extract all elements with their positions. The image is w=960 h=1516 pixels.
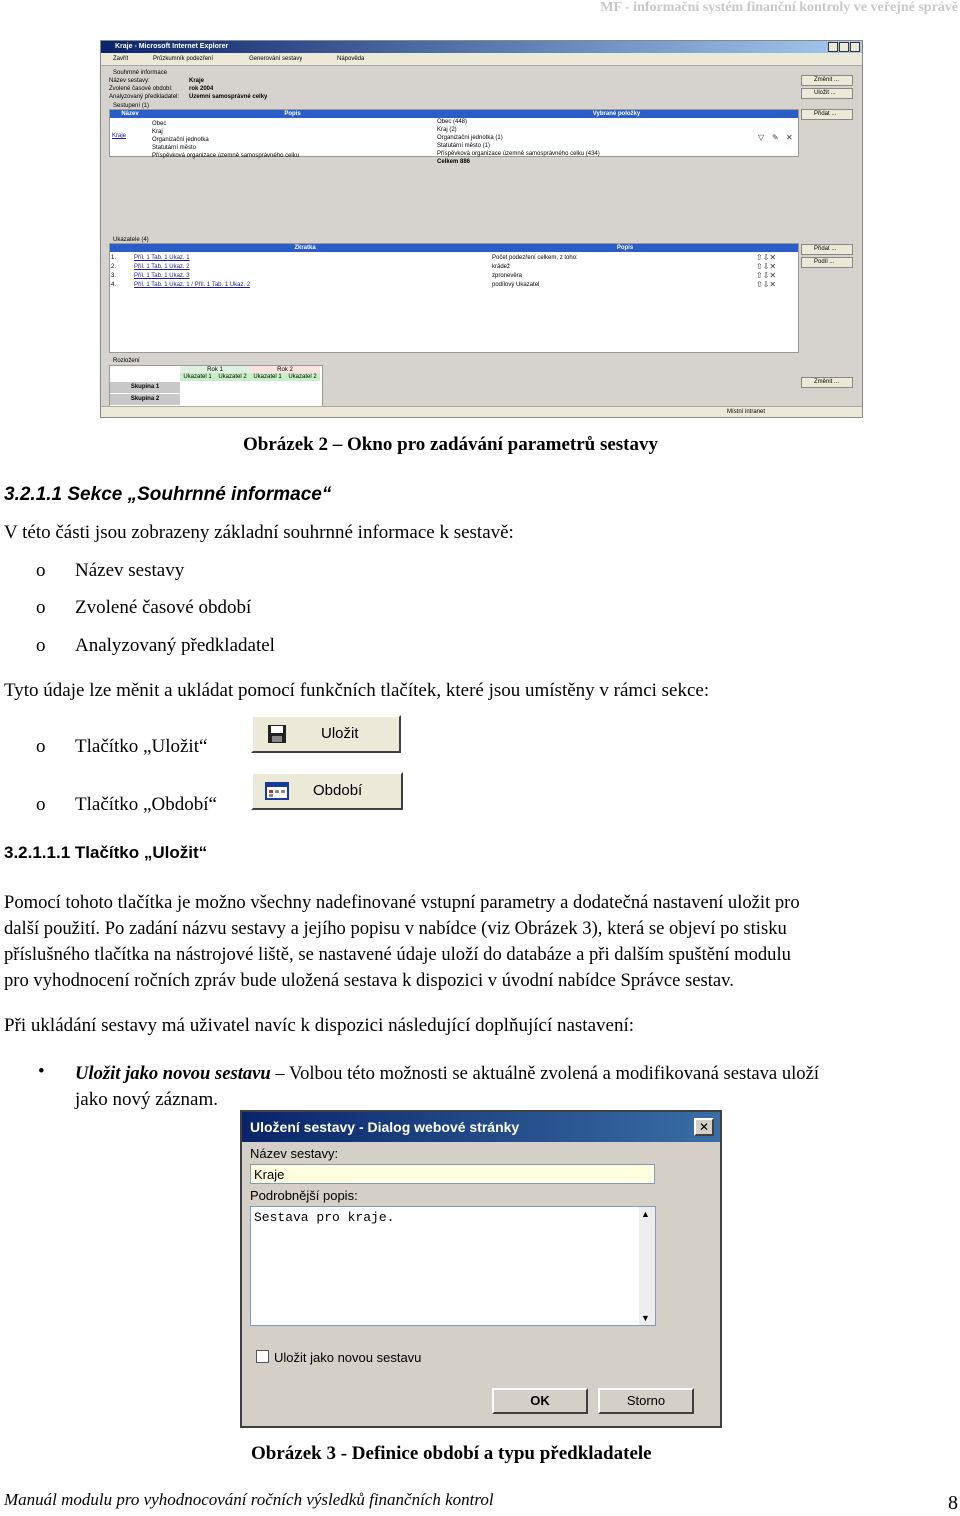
figure3-caption: Obrázek 3 - Definice období a typu předkladatele [251, 1443, 652, 1464]
indicator-num: 3. [111, 273, 117, 279]
ie-title-bar: Kraje - Microsoft Internet Explorer [101, 41, 862, 53]
layout-change-button[interactable]: Změnit ... [801, 377, 853, 388]
toolbar-explorer-button[interactable]: Průzkumník podezření [153, 56, 214, 62]
layout-section-label: Rozložení [113, 358, 140, 364]
page-number: 8 [948, 1492, 958, 1514]
para1-line1: Pomocí tohoto tlačítka je možno všechny nadefinované vstupní parametry a dodatečná nastavení uložit pro [4, 892, 800, 913]
sets-item-3: Statutární město (1) [437, 143, 491, 149]
sets-item-0: Obec (448) [437, 119, 468, 125]
indicators-header-desc: Popis [490, 244, 760, 252]
cancel-button[interactable]: Storno [598, 1388, 694, 1414]
summary-value-2: Územní samosprávné celky [189, 94, 268, 100]
bullet-line1 [75, 1063, 819, 1085]
figure2-screenshot [100, 40, 863, 418]
period-button-image [251, 772, 403, 810]
indicators-header-num [110, 244, 120, 252]
row-arrows-icon[interactable]: ⇧⇩✕ [756, 280, 777, 289]
summary-label-2: Analyzovaný předkladatel: [109, 94, 180, 100]
layout-column: Ukazatel 1 [180, 373, 215, 381]
list-item-text: Název sestavy [75, 560, 185, 581]
ie-toolbar [101, 53, 862, 66]
summary-change-button[interactable]: Změnit ... [801, 75, 853, 86]
indicator-desc: podílový Ukazatel [492, 282, 540, 288]
section-text2: Tyto údaje lze měnit a ukládat pomocí funkčních tlačítek, které jsou umístěny v rámci sekce: [4, 680, 710, 701]
para2: Při ukládání sestavy má uživatel navíc k dispozici následující doplňující nastavení: [4, 1015, 635, 1036]
status-zone: Místní intranet [727, 409, 766, 415]
layout-year-2: Rok 2 [250, 366, 320, 374]
indicator-desc: Počet podezření celkem, z toho: [492, 255, 578, 261]
ie-window-controls [828, 42, 860, 52]
indicators-ratio-button[interactable]: Podíl ... [801, 257, 853, 268]
list-item-text: Zvolené časové období [75, 597, 252, 618]
para1-line4: pro vyhodnocení ročních zpráv bude uložená sestava k dispozici v úvodní nabídce Správce sestav. [4, 970, 734, 991]
indicator-desc: zpronevěra [492, 273, 523, 279]
list-item-text: Analyzovaný předkladatel [75, 635, 275, 656]
indicators-table [109, 243, 799, 353]
layout-year-1: Rok 1 [180, 366, 250, 374]
sets-item-1: Kraj (2) [437, 127, 457, 133]
bullet-o-icon: o [36, 794, 46, 815]
sets-desc-1: Kraj [152, 129, 163, 135]
indicator-abbr[interactable]: Příl. 1 Tab. 1 Ukaz. 2 [134, 264, 190, 270]
save-button-image-label: Uložit [321, 725, 359, 742]
desc-text: Sestava pro kraje. [254, 1210, 395, 1225]
bullet-term: Uložit jako novou sestavu [75, 1063, 271, 1084]
bullet-line2: jako nový záznam. [75, 1089, 218, 1110]
indicators-section-label: Ukazatele (4) [113, 237, 149, 243]
sets-item-2: Organizační jednotka (1) [437, 135, 503, 141]
dialog-close-icon[interactable]: ✕ [694, 1118, 714, 1136]
save-button-image [251, 715, 401, 753]
summary-label-0: Název sestavy: [109, 78, 150, 84]
scroll-up-icon[interactable]: ▲ [641, 1209, 650, 1219]
save-as-new-checkbox[interactable] [256, 1350, 269, 1363]
close-icon[interactable] [850, 42, 860, 52]
bullet-o-icon: o [36, 635, 46, 656]
para1-line2: další použití. Po zadání názvu sestavy a jejího popisu v nabídce (viz Obrázek 3), která se objeví po stisku [4, 918, 787, 939]
checkbox-label: Uložit jako novou sestavu [274, 1350, 422, 1365]
indicator-abbr[interactable]: Příl. 1 Tab. 1 Ukaz. 1 / Příl. 1 Tab. 1 Ukaz. 2 [134, 282, 251, 288]
sets-item-4: Příspěvková organizace územně samosprávného celku (434) [437, 151, 600, 157]
summary-label-1: Zvolené časové období: [109, 86, 173, 92]
toolbar-help-button[interactable]: Nápověda [337, 56, 365, 62]
sets-desc-2: Organizační jednotka [152, 137, 209, 143]
indicator-desc: krádež [492, 264, 511, 270]
dialog-title: Uložení sestavy - Dialog webové stránky [242, 1112, 720, 1142]
sets-add-button[interactable]: Přidat ... [801, 109, 853, 120]
summary-value-0: Kraje [189, 78, 205, 84]
bullet-o-icon: o [36, 597, 46, 618]
indicators-header-actions [760, 244, 798, 252]
save-dialog [240, 1110, 722, 1428]
layout-group-1: Skupina 1 [110, 382, 180, 393]
calendar-icon [265, 782, 289, 800]
sets-header-items: Vybrané položky [435, 110, 798, 118]
sets-desc-3: Statutární město [152, 145, 197, 151]
bullet-o-icon: o [36, 560, 46, 581]
name-label: Název sestavy: [250, 1146, 339, 1161]
sets-item-5: Celkem 886 [437, 159, 471, 165]
sets-table [109, 109, 799, 165]
indicators-header-abbr: Zkratka [120, 244, 490, 252]
row-arrows-icon[interactable]: ⇧⇩✕ [756, 262, 777, 271]
bullet-text: – Volbou této možnosti se aktuálně zvolená a modifikovaná sestava uloží [270, 1063, 819, 1084]
indicator-num: 2. [111, 264, 117, 270]
indicators-add-button[interactable]: Přidat ... [801, 244, 853, 255]
desc-label: Podrobnější popis: [250, 1188, 358, 1203]
list-item-text: Tlačítko „Uložit“ [75, 736, 208, 757]
figure2-caption: Obrázek 2 – Okno pro zadávání parametrů sestavy [243, 434, 659, 455]
section-intro: V této části jsou zobrazeny základní souhrnné informace k sestavě: [4, 522, 514, 543]
row-arrows-icon[interactable]: ⇧⇩✕ [756, 271, 777, 280]
ie-status-bar [101, 406, 862, 417]
layout-column: Ukazatel 1 [250, 373, 285, 381]
layout-group-2: Skupina 2 [110, 394, 180, 405]
layout-column: Ukazatel 2 [215, 373, 250, 381]
bullet-o-icon: o [36, 736, 46, 757]
sets-name[interactable]: Kraje [112, 133, 127, 139]
minimize-icon[interactable] [828, 42, 838, 52]
list-item-text: Tlačítko „Období“ [75, 794, 217, 815]
floppy-disk-icon [267, 724, 287, 744]
edit-icon[interactable]: ✎ [772, 133, 779, 142]
desc-scrollbar[interactable] [639, 1207, 655, 1325]
maximize-icon[interactable] [839, 42, 849, 52]
sets-header-name: Název [110, 110, 150, 118]
ok-button[interactable]: OK [492, 1388, 588, 1414]
footer-text: Manuál modulu pro vyhodnocování ročních výsledků finančních kontrol [4, 1490, 494, 1509]
toolbar-close-button[interactable]: Zavřít [113, 56, 129, 62]
para1-line3: příslušného tlačítka na nástrojové liště, se nastavené údaje uloží do databáze a při dalším spuštění modulu [4, 944, 791, 965]
sets-desc-0: Obec [152, 121, 167, 127]
indicator-abbr[interactable]: Příl. 1 Tab. 1 Ukaz. 1 [134, 255, 190, 261]
summary-section-label: Souhrnné informace [113, 70, 168, 76]
row-arrows-icon[interactable]: ⇧⇩✕ [756, 253, 777, 262]
running-header: MF - informační systém finanční kontroly ve veřejné správě [600, 0, 958, 15]
toolbar-generate-button[interactable]: Generování sestavy [249, 56, 303, 62]
scroll-down-icon[interactable]: ▼ [641, 1313, 650, 1323]
sets-header-desc: Popis [150, 110, 435, 118]
name-input[interactable] [250, 1164, 655, 1184]
delete-icon[interactable]: ✕ [786, 133, 793, 142]
section-heading: 3.2.1.1 Sekce „Souhrnné informace“ [4, 484, 332, 505]
filter-icon[interactable]: ▽ [758, 133, 765, 142]
bullet-dot-icon: • [38, 1061, 45, 1082]
summary-save-button[interactable]: Uložit ... [801, 88, 853, 99]
summary-value-1: rok 2004 [189, 86, 214, 92]
desc-textarea[interactable] [250, 1206, 656, 1326]
indicator-num: 4. [111, 282, 117, 288]
sets-desc-4: Příspěvková organizace územně samosprávného celku [152, 153, 300, 159]
subsection-heading: 3.2.1.1.1 Tlačítko „Uložit“ [4, 843, 208, 862]
period-button-image-label: Období [313, 782, 363, 799]
indicator-num: 1. [111, 255, 117, 261]
layout-grid [109, 365, 323, 407]
layout-column: Ukazatel 2 [285, 373, 320, 381]
sets-section-label: Sestupení (1) [113, 103, 150, 109]
indicator-abbr[interactable]: Příl. 1 Tab. 1 Ukaz. 3 [134, 273, 190, 279]
